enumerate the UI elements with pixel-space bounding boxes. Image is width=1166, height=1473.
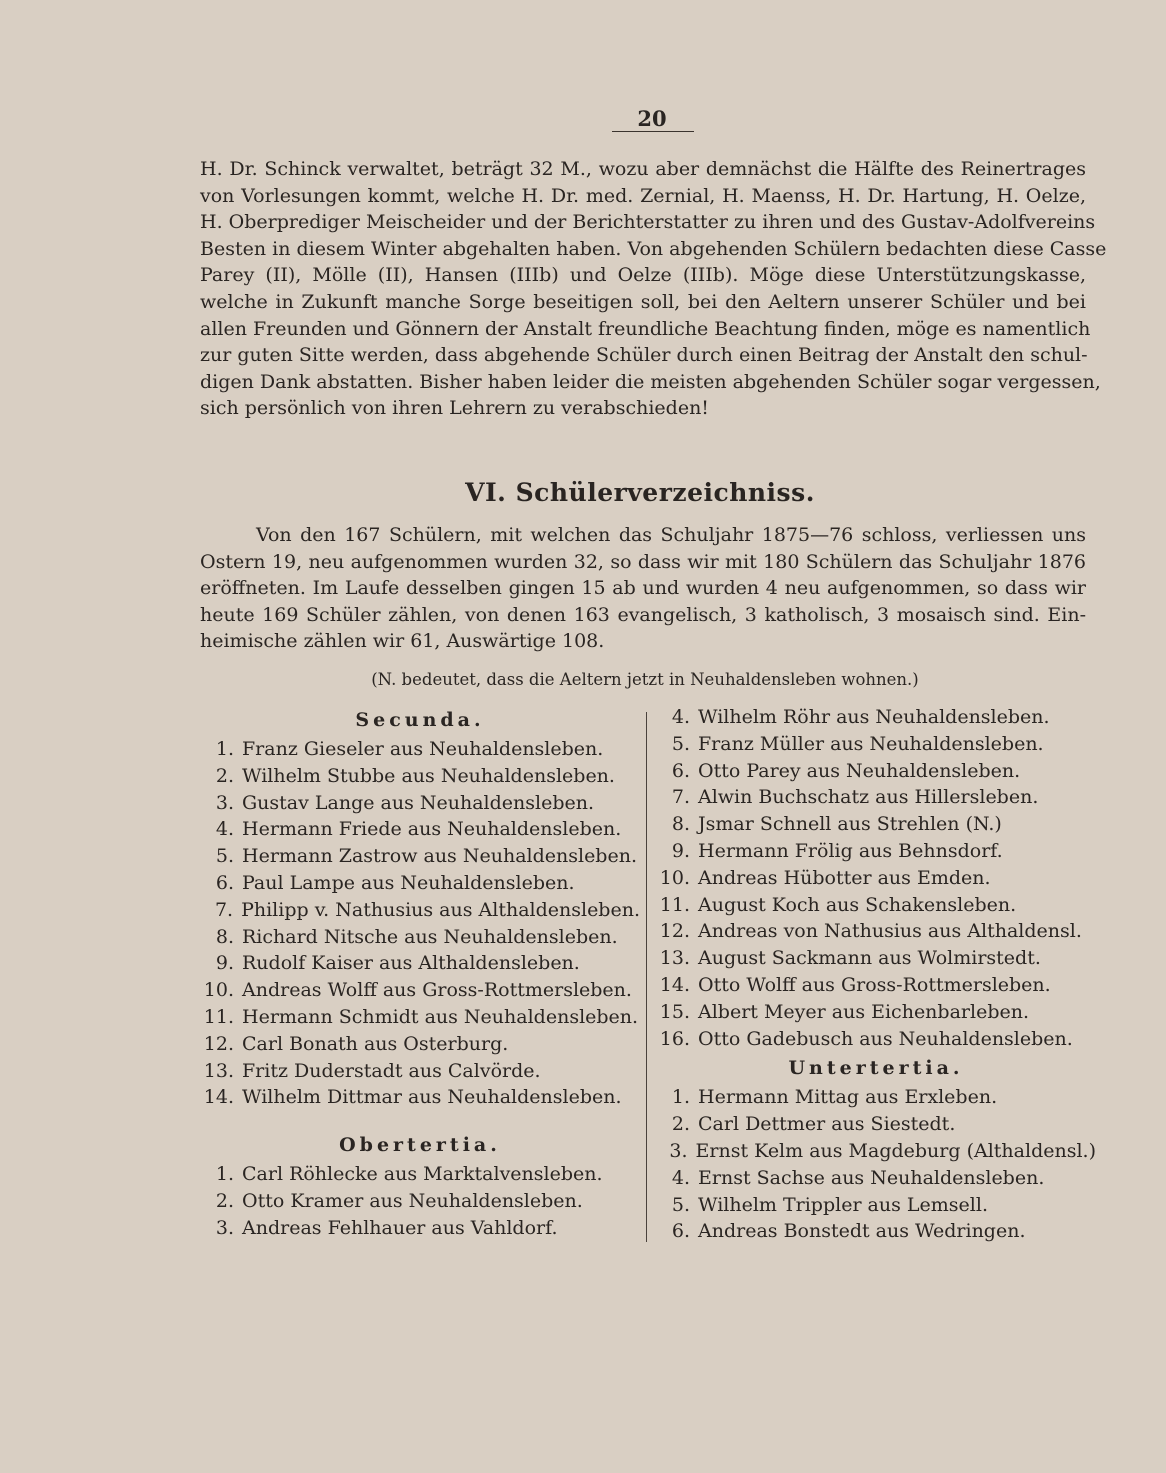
list-item-number: 9.	[671, 839, 690, 862]
list-item-text: Ernst Sachse aus Neuhaldensleben.	[698, 1166, 1045, 1189]
list-item-number: 11.	[203, 1005, 234, 1028]
spacer	[200, 1111, 640, 1129]
list-item-number: 12.	[659, 920, 690, 943]
list-item-text: August Koch aus Schakensleben.	[698, 893, 1017, 916]
list-item-number: 1.	[215, 1163, 234, 1186]
list-item	[200, 950, 640, 977]
list-item	[656, 1111, 1096, 1138]
list-item-number: 15.	[659, 1000, 690, 1023]
list-item-text: Andreas Bonstedt aus Wedringen.	[698, 1220, 1026, 1243]
list-item-text: Hermann Schmidt aus Neuhaldensleben.	[242, 1005, 639, 1028]
list-item	[656, 731, 1096, 758]
text-line: zur guten Sitte werden, dass abgehende Schüler durch einen Beitrag der Anstalt den schul-	[200, 344, 1088, 367]
list-item-number: 12.	[203, 1032, 234, 1055]
text-line: digen Dank abstatten. Bisher haben leider die meisten abgehenden Schüler sogar vergessen,	[200, 370, 1101, 393]
list-item	[200, 790, 640, 817]
section-title: VI. Schülerverzeichniss.	[465, 478, 815, 507]
secunda-list	[200, 736, 640, 1111]
list-item	[656, 811, 1096, 838]
list-item-text: Carl Dettmer aus Siestedt.	[698, 1113, 956, 1136]
list-item	[200, 736, 640, 763]
section-paragraph	[200, 522, 1086, 655]
list-item	[200, 1031, 640, 1058]
list-item-text: Franz Gieseler aus Neuhaldensleben.	[242, 738, 604, 760]
list-item-text: Richard Nitsche aus Neuhaldensleben.	[242, 925, 618, 948]
class-heading-obertertia: Obertertia.	[339, 1134, 501, 1157]
list-item-text: Hermann Frölig aus Behnsdorf.	[698, 839, 1003, 862]
list-item	[656, 1218, 1096, 1245]
list-item-number: 4.	[671, 706, 690, 728]
text-line: heimische zählen wir 61, Auswärtige 108.	[200, 630, 605, 653]
list-item	[200, 977, 640, 1004]
list-item-number: 3.	[669, 1139, 688, 1162]
list-item-number: 2.	[671, 1113, 690, 1136]
list-item-text: Otto Wolff aus Gross-Rottmersleben.	[698, 973, 1051, 996]
list-item-text: Andreas von Nathusius aus Althaldensl.	[698, 920, 1082, 943]
list-item	[656, 972, 1096, 999]
list-item-text: Hermann Zastrow aus Neuhaldensleben.	[242, 845, 637, 868]
list-item	[656, 1192, 1096, 1219]
text-line: heute 169 Schüler zählen, von denen 163 evangelisch, 3 katholisch, 3 mosaisch sind. Ein-	[200, 603, 1086, 626]
list-item	[200, 1161, 640, 1188]
list-item-number: 13.	[659, 947, 690, 970]
list-item-text: Wilhelm Röhr aus Neuhaldensleben.	[698, 706, 1050, 728]
list-item	[656, 704, 1096, 731]
text-line: sich persönlich von ihren Lehrern zu verabschieden!	[200, 397, 709, 420]
list-item-number: 13.	[203, 1059, 234, 1082]
list-item-number: 1.	[671, 1086, 690, 1109]
list-item-text: Andreas Fehlhauer aus Vahldorf.	[242, 1216, 558, 1239]
list-item	[200, 1215, 640, 1242]
list-item-number: 10.	[659, 866, 690, 889]
list-item-text: Franz Müller aus Neuhaldensleben.	[698, 732, 1044, 755]
text-line: H. Oberprediger Meischeider und der Berichterstatter zu ihren und des Gustav-Adolfvereins	[200, 211, 1096, 234]
list-item-text: Carl Röhlecke aus Marktalvensleben.	[242, 1163, 603, 1186]
text-line: von Vorlesungen kommt, welche H. Dr. med. Zernial, H. Maenss, H. Dr. Hartung, H. Oelze,	[200, 184, 1086, 207]
list-item-text: August Sackmann aus Wolmirstedt.	[698, 947, 1041, 970]
list-item-text: Andreas Hübotter aus Emden.	[698, 866, 991, 889]
list-item	[200, 924, 640, 951]
list-item	[200, 870, 640, 897]
list-item-text: Gustav Lange aus Neuhaldensleben.	[242, 791, 595, 814]
list-item-text: Fritz Duderstadt aus Calvörde.	[242, 1059, 541, 1082]
list-item-text: Andreas Wolff aus Gross-Rottmersleben.	[242, 979, 632, 1002]
list-item	[656, 945, 1096, 972]
class-heading-secunda: Secunda.	[355, 709, 485, 731]
text-line: Ostern 19, neu aufgenommen wurden 32, so dass wir mit 180 Schülern das Schuljahr 1876	[200, 550, 1086, 573]
text-line: Von den 167 Schülern, mit welchen das Schuljahr 1875—76 schloss, verliessen uns	[256, 524, 1086, 546]
list-item	[656, 999, 1096, 1026]
list-item-text: Hermann Mittag aus Erxleben.	[698, 1086, 998, 1109]
list-item-number: 8.	[671, 813, 690, 836]
list-item	[656, 758, 1096, 785]
list-item-text: Jsmar Schnell aus Strehlen (N.)	[698, 813, 1002, 836]
list-item	[200, 1084, 640, 1111]
text-line: eröffneten. Im Laufe desselben gingen 15 ab und wurden 4 neu aufgenommen, so dass wir	[200, 577, 1086, 600]
list-item-text: Alwin Buchschatz aus Hillersleben.	[698, 786, 1039, 809]
list-item	[656, 1165, 1096, 1192]
intro-paragraph	[200, 156, 1107, 422]
list-item-number: 11.	[659, 893, 690, 916]
list-item-number: 2.	[215, 764, 234, 787]
list-item	[656, 1138, 1096, 1165]
list-item	[200, 843, 640, 870]
list-item	[200, 816, 640, 843]
list-item-text: Philipp v. Nathusius aus Althaldensleben.	[241, 898, 640, 921]
list-item	[200, 897, 640, 924]
obertertia-list-left	[200, 1161, 640, 1241]
list-item-number: 3.	[215, 791, 234, 814]
class-heading-untertertia: Untertertia.	[788, 1057, 964, 1080]
list-item-number: 9.	[215, 952, 234, 975]
list-item-text: Wilhelm Stubbe aus Neuhaldensleben.	[242, 764, 615, 787]
list-item-number: 3.	[215, 1216, 234, 1239]
list-item	[656, 892, 1096, 919]
text-line: allen Freunden und Gönnern der Anstalt freundliche Beachtung finden, möge es namentlich	[200, 317, 1091, 340]
list-item-text: Paul Lampe aus Neuhaldensleben.	[242, 871, 575, 894]
text-line: Parey (II), Mölle (II), Hansen (IIIb) und Oelze (IIIb). Möge diese Unterstützungskasse,	[200, 264, 1086, 287]
list-item-number: 8.	[215, 925, 234, 948]
obertertia-list-right	[656, 704, 1096, 1052]
list-item	[656, 1026, 1096, 1053]
column-divider	[646, 712, 647, 1242]
right-column	[656, 704, 1096, 1245]
list-item	[200, 1004, 640, 1031]
list-item-text: Ernst Kelm aus Magdeburg (Althaldensl.)	[695, 1139, 1096, 1162]
list-item	[200, 1058, 640, 1085]
list-item	[656, 838, 1096, 865]
text-line: welche in Zukunft manche Sorge beseitigen soll, bei den Aeltern unserer Schüler und bei	[200, 290, 1086, 313]
list-item-number: 6.	[671, 1220, 690, 1243]
page-number: 20	[637, 106, 667, 131]
list-item-text: Otto Gadebusch aus Neuhaldensleben.	[698, 1027, 1073, 1050]
text-line: H. Dr. Schinck verwaltet, beträgt 32 M., wozu aber demnächst die Hälfte des Reinertrages	[200, 158, 1086, 180]
list-item	[200, 1188, 640, 1215]
list-item-text: Albert Meyer aus Eichenbarleben.	[698, 1000, 1029, 1023]
list-item-number: 5.	[671, 1193, 690, 1216]
note: (N. bedeutet, dass die Aeltern jetzt in Neuhaldensleben wohnen.)	[371, 670, 919, 689]
list-item	[656, 918, 1096, 945]
list-item-number: 6.	[215, 871, 234, 894]
list-item-text: Wilhelm Trippler aus Lemsell.	[698, 1193, 988, 1216]
list-item-number: 7.	[214, 898, 234, 921]
list-item-number: 16.	[659, 1027, 690, 1050]
list-item-text: Rudolf Kaiser aus Althaldensleben.	[242, 952, 580, 975]
list-item-number: 10.	[203, 979, 234, 1002]
list-item	[656, 784, 1096, 811]
list-item	[200, 763, 640, 790]
list-item-text: Otto Parey aus Neuhaldensleben.	[698, 759, 1021, 782]
list-item-number: 14.	[203, 1086, 234, 1109]
list-item-number: 2.	[215, 1189, 234, 1212]
list-item-text: Wilhelm Dittmar aus Neuhaldensleben.	[242, 1086, 622, 1109]
list-item	[656, 865, 1096, 892]
list-item-number: 4.	[215, 818, 234, 841]
list-item-number: 14.	[659, 973, 690, 996]
list-item-number: 6.	[671, 759, 690, 782]
list-item-number: 5.	[671, 732, 690, 755]
left-column	[200, 704, 640, 1242]
list-item-number: 5.	[215, 845, 234, 868]
list-item-text: Carl Bonath aus Osterburg.	[242, 1032, 509, 1055]
list-item-text: Otto Kramer aus Neuhaldensleben.	[242, 1189, 583, 1212]
text-line: Besten in diesem Winter abgehalten haben. Von abgehenden Schülern bedachten diese Casse	[200, 237, 1107, 260]
list-item-text: Hermann Friede aus Neuhaldensleben.	[242, 818, 622, 841]
list-item-number: 1.	[215, 738, 234, 760]
page-number-rule	[612, 131, 694, 132]
list-item-number: 7.	[671, 786, 690, 809]
list-item	[656, 1084, 1096, 1111]
untertertia-list	[656, 1084, 1096, 1245]
list-item-number: 4.	[671, 1166, 690, 1189]
